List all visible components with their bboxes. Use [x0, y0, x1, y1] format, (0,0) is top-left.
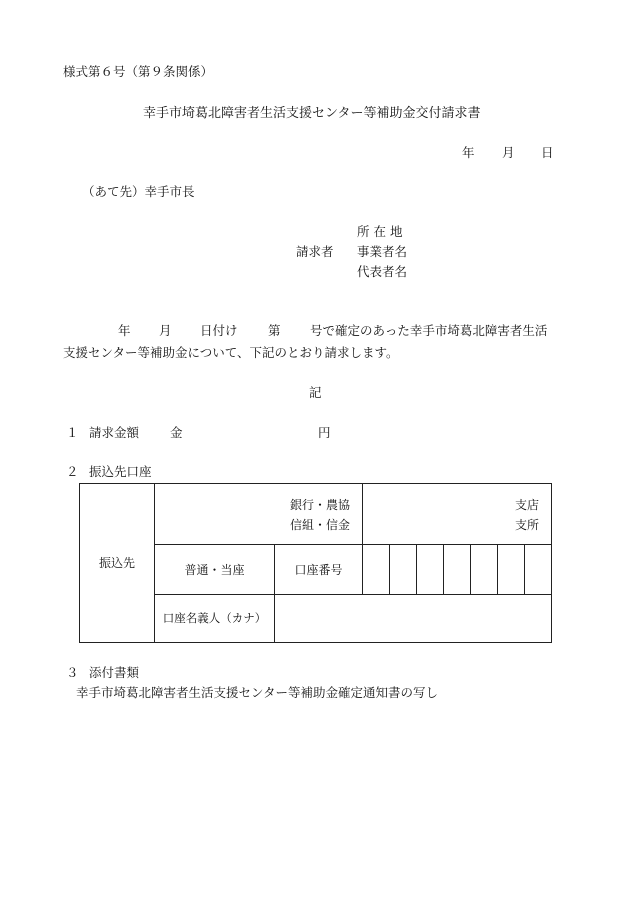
- transfer-destination-header: 振込先: [80, 484, 155, 643]
- account-holder-label: 口座名義人（カナ）: [155, 595, 275, 643]
- account-table: [79, 483, 552, 643]
- item3-number: ３: [66, 665, 79, 680]
- account-digit-box[interactable]: [363, 545, 390, 595]
- item2-number: ２: [66, 464, 79, 479]
- body-date-suffix: 日付け: [200, 323, 238, 338]
- account-digit-box[interactable]: [444, 545, 471, 595]
- account-digit-box[interactable]: [498, 545, 525, 595]
- date-day: 日: [541, 145, 554, 160]
- bank-name-cell[interactable]: [155, 484, 363, 545]
- item1-kin: 金: [170, 425, 183, 440]
- item3-label: 添付書類: [89, 665, 140, 680]
- branch-type-line1: 支店: [514, 498, 539, 512]
- date-year: 年: [462, 145, 475, 160]
- account-digit-box[interactable]: [525, 545, 552, 595]
- date-month: 月: [502, 145, 515, 160]
- account-digit-box[interactable]: [417, 545, 444, 595]
- bank-type-line2: 信組・信金: [289, 518, 350, 532]
- claimant-business-name-label: 事業者名: [357, 244, 408, 259]
- claimant-address-label: 所 在 地: [357, 224, 403, 239]
- account-type-cell[interactable]: 普通・当座: [155, 545, 275, 595]
- item1-yen: 円: [318, 425, 331, 440]
- account-digit-box[interactable]: [390, 545, 417, 595]
- body-number-prefix: 第: [268, 323, 281, 338]
- body-line1-rest: 号で確定のあった幸手市埼葛北障害者生活: [310, 323, 548, 338]
- claimant-representative-label: 代表者名: [357, 264, 408, 279]
- document-title: 幸手市埼葛北障害者生活支援センター等補助金交付請求書: [143, 106, 481, 121]
- bank-type-line1: 銀行・農協: [289, 498, 350, 512]
- form-number: 様式第６号（第９条関係）: [63, 64, 214, 79]
- addressee: （あて先）幸手市長: [82, 184, 195, 199]
- branch-type-line2: 支所: [514, 518, 539, 532]
- body-line2: 支援センター等補助金について、下記のとおり請求します。: [63, 345, 399, 360]
- branch-name-cell[interactable]: [363, 484, 552, 545]
- body-year: 年: [118, 323, 131, 338]
- ki-heading: 記: [309, 385, 322, 400]
- account-holder-field[interactable]: [275, 595, 552, 643]
- account-number-label: 口座番号: [275, 545, 363, 595]
- account-digit-box[interactable]: [471, 545, 498, 595]
- item1-number: １: [66, 425, 79, 440]
- item3-content: 幸手市埼葛北障害者生活支援センター等補助金確定通知書の写し: [76, 685, 439, 700]
- claimant-label: 請求者: [296, 244, 334, 259]
- body-month: 月: [159, 323, 172, 338]
- item2-label: 振込先口座: [89, 464, 152, 479]
- item1-label: 請求金額: [89, 425, 140, 440]
